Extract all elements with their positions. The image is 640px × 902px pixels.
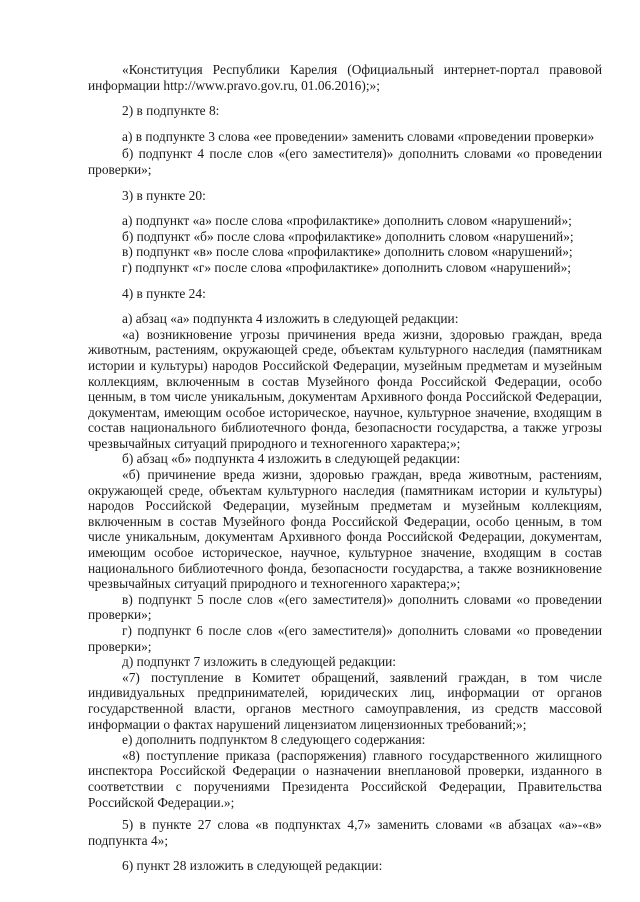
paragraph-21: 5) в пункте 27 слова «в подпунктах 4,7» заменить словами «в абзацах «а»-«в» подпункта 4»;: [88, 817, 602, 848]
paragraph-6: а) подпункт «а» после слова «профилактике» дополнить словом «нарушений»;: [122, 213, 572, 229]
paragraph-18: «7) поступление в Комитет обращений, заявлений граждан, в том числе индивидуальных предпринимателей, юридических лиц, информации от органов государственной власти, органов местного самоуправления, из средств массовой информации о фактах нарушений лицензиатом лицензионных требований;»;: [88, 669, 602, 732]
paragraph-16: г) подпункт 6 после слов «(его заместителя)» дополнить словами «о проведении проверки»;: [88, 623, 602, 654]
paragraph-14: «б) причинение вреда жизни, здоровью граждан, вреда животным, растениям, окружающей среде, объектам культурного наследия (памятникам истории и культуры) народов Российской Федерации, музейным предметам и музейным коллекциям, включенным в состав Музейного фонда Российской Федерации, особо ценным, в том числе уникальным, документам Архивного фонда Российской Федерации, документам, имеющим особое историческое, научное, культурное значение, входящим в состав национального библиотечного фонда, безопасности государства, а также возникновение чрезвычайных ситуаций природного и техногенного характера;»;: [88, 467, 602, 592]
paragraph-3: а) в подпункте 3 слова «ее проведении» заменить словами «проведении проверки»: [122, 128, 595, 144]
paragraph-10: 4) в пункте 24:: [122, 285, 206, 301]
paragraph-17: д) подпункт 7 изложить в следующей редакции:: [122, 654, 397, 670]
paragraph-11: а) абзац «а» подпункта 4 изложить в следующей редакции:: [122, 311, 459, 327]
paragraph-2: 2) в подпункте 8:: [122, 103, 220, 119]
paragraph-9: г) подпункт «г» после слова «профилактике» дополнить словом «нарушений»;: [122, 259, 571, 275]
paragraph-7: б) подпункт «б» после слова «профилактике» дополнить словом «нарушений»;: [122, 228, 574, 244]
paragraph-4: б) подпункт 4 после слов «(его заместителя)» дополнить словами «о проведении проверки»;: [88, 146, 602, 177]
paragraph-13: б) абзац «б» подпункта 4 изложить в следующей редакции:: [122, 451, 461, 467]
paragraph-15: в) подпункт 5 после слов «(его заместителя)» дополнить словами «о проведении проверки»;: [88, 591, 602, 623]
paragraph-20: «8) поступление приказа (распоряжения) главного государственного жилищного инспектора Российской Федерации о назначении внеплановой проверки, изданного в соответствии с поручениями Президента Российской Федерации, Правительства Российской Федерации.»;: [88, 747, 602, 810]
paragraph-1: «Конституция Республики Карелия (Официальный интернет-портал правовой информации http://www.pravo.gov.ru, 01.06.2016);»;: [88, 62, 602, 93]
paragraph-8: в) подпункт «в» после слова «профилактике» дополнить словом «нарушений»;: [122, 244, 573, 260]
paragraph-5: 3) в пункте 20:: [122, 187, 206, 203]
paragraph-19: е) дополнить подпунктом 8 следующего содержания:: [122, 732, 426, 748]
paragraph-12: «а) возникновение угрозы причинения вреда жизни, здоровью граждан, вреда животным, растениям, окружающей среде, объектам культурного наследия (памятникам истории и культуры) народов Российской Федерации, музейным предметам и музейным коллекциям, включенным в состав Музейного фонда Российской Федерации, особо ценным, в том числе уникальным, документам Архивного фонда Российской Федерации, документам, имеющим особое историческое, научное, культурное значение, входящим в состав национального библиотечного фонда, безопасности государства, а также угрозы чрезвычайных ситуаций природного и техногенного характера;»;: [88, 326, 602, 451]
document-page: [88, 62, 602, 874]
paragraph-22: 6) пункт 28 изложить в следующей редакции:: [122, 858, 383, 874]
